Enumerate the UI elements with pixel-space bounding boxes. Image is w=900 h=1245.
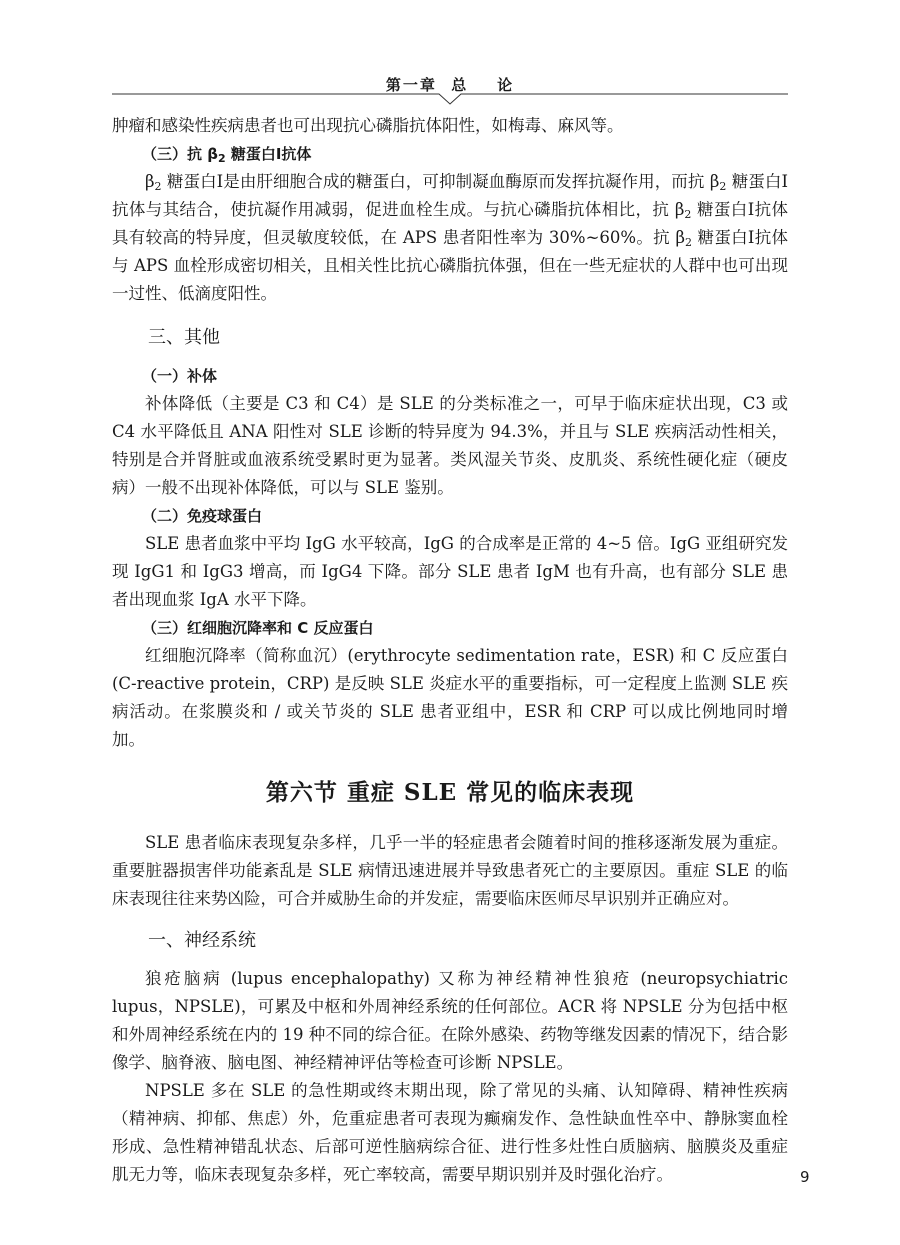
paragraph: 补体降低（主要是 C3 和 C4）是 SLE 的分类标准之一，可早于临床症状出现，C3 或 C4 水平降低且 ANA 阳性对 SLE 诊断的特异度为 94.3%，并且与 SLE 疾病活动性相关，特别是合并肾脏或血液系统受累时更为显著。类风湿关节炎、皮肌炎、系统性硬化症（硬皮病）一般不出现补体降低，可以与 SLE 鉴别。 bbox=[112, 394, 788, 497]
heading-other: 三、其他 bbox=[148, 327, 220, 348]
page-body bbox=[112, 112, 788, 1189]
subheading-complement: （一）补体 bbox=[142, 367, 218, 385]
subheading-beta2-glycoprotein: （三）抗 $\beta_2$ 糖蛋白Ⅰ抗体 bbox=[142, 145, 312, 165]
heading-neuro-system: 一、神经系统 bbox=[148, 930, 256, 951]
page-number: 9 bbox=[800, 1168, 810, 1186]
chapter-title: 第一章 总 论 bbox=[385, 76, 515, 94]
subheading-esr-crp: （三）红细胞沉降率和 C 反应蛋白 bbox=[142, 619, 374, 637]
paragraph: 狼疮脑病 (lupus encephalopathy) 又称为神经精神性狼疮 (neuropsychiatric lupus，NPSLE)，可累及中枢和外周神经系统的任何部位。ACR 将 NPSLE 分为包括中枢和外周神经系统在内的 19 种不同的综合征。在除外感染、药物等继发因素的情况下，结合影像学、脑脊液、脑电图、神经精神评估等检查可诊断 NPSLE。 bbox=[112, 969, 788, 1072]
paragraph: 红细胞沉降率（简称血沉）(erythrocyte sedimentation rate，ESR) 和 C 反应蛋白 (C-reactive protein，CRP) 是反映 SLE 炎症水平的重要指标，可一定程度上监测 SLE 疾病活动。在浆膜炎和 / 或关节炎的 SLE 患者亚组中，ESR 和 CRP 可以成比例地同时增加。 bbox=[112, 646, 788, 749]
paragraph: SLE 患者临床表现复杂多样，几乎一半的轻症患者会随着时间的推移逐渐发展为重症。重要脏器损害伴功能紊乱是 SLE 病情迅速进展并导致患者死亡的主要原因。重症 SLE 的临床表现往往来势凶险，可合并威胁生命的并发症，需要临床医师尽早识别并正确应对。 bbox=[112, 833, 788, 908]
paragraph: $\beta_2$ 糖蛋白Ⅰ是由肝细胞合成的糖蛋白，可抑制凝血酶原而发挥抗凝作用，而抗 $\beta_2$ 糖蛋白Ⅰ抗体与其结合，使抗凝作用减弱，促进血栓生成。与抗心磷脂抗体相比，抗 $\beta_2$ 糖蛋白Ⅰ抗体具有较高的特异度，但灵敏度较低，在 APS 患者阳性率为 30%~60%。抗 $\beta_2$ 糖蛋白Ⅰ抗体与 APS 血栓形成密切相关，且相关性比抗心磷脂抗体强，但在一些无症状的人群中也可出现一过性、低滴度阳性。 bbox=[112, 172, 789, 303]
paragraph: NPSLE 多在 SLE 的急性期或终末期出现，除了常见的头痛、认知障碍、精神性疾病（精神病、抑郁、焦虑）外，危重症患者可表现为癫痫发作、急性缺血性卒中、静脉窦血栓形成、急性精神错乱状态、后部可逆性脑病综合征、进行性多灶性白质脑病、脑膜炎及重症肌无力等，临床表现复杂多样，死亡率较高，需要早期识别并及时强化治疗。 bbox=[112, 1081, 788, 1184]
paragraph: 肿瘤和感染性疾病患者也可出现抗心磷脂抗体阳性，如梅毒、麻风等。 bbox=[112, 116, 624, 135]
paragraph: SLE 患者血浆中平均 IgG 水平较高，IgG 的合成率是正常的 4~5 倍。IgG 亚组研究发现 IgG1 和 IgG3 增高，而 IgG4 下降。部分 SLE 患者 IgM 也有升高，也有部分 SLE 患者出现血浆 IgA 水平下降。 bbox=[112, 534, 788, 609]
header-rule bbox=[112, 92, 788, 108]
running-header bbox=[112, 68, 788, 108]
section-title: 第六节 重症 SLE 常见的临床表现 bbox=[265, 779, 635, 806]
subheading-immunoglobulin: （二）免疫球蛋白 bbox=[142, 507, 263, 525]
